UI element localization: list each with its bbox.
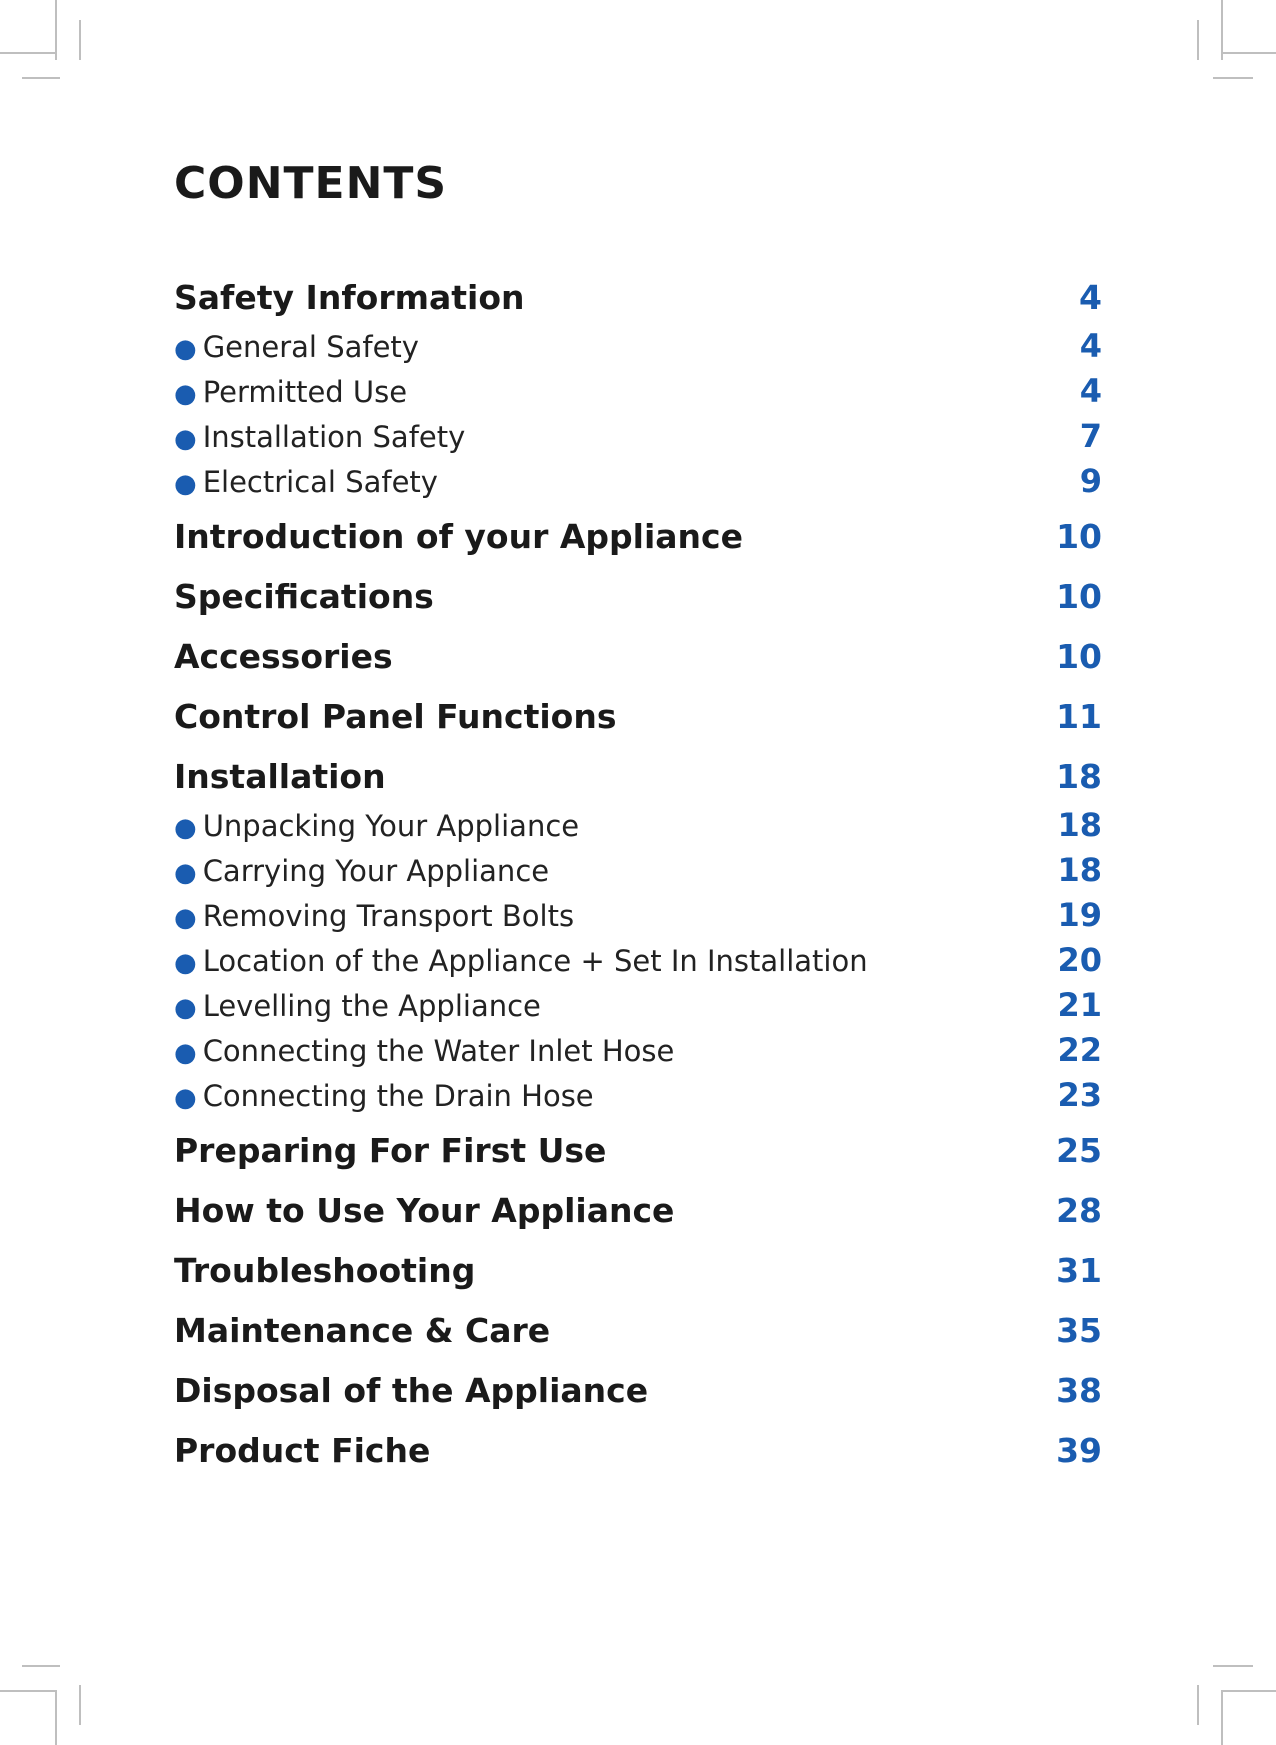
toc-subentry[interactable]	[174, 1031, 1102, 1069]
crop-mark	[1221, 0, 1223, 60]
toc-page-number: 18	[1057, 851, 1102, 889]
toc-label: How to Use Your Appliance	[174, 1191, 675, 1230]
bullet-icon: ●	[174, 858, 197, 888]
toc-label: Connecting the Drain Hose	[202, 1079, 594, 1113]
crop-mark	[0, 52, 55, 54]
toc-subentry[interactable]	[174, 941, 1102, 979]
toc-entry[interactable]	[174, 1431, 1102, 1470]
bullet-icon: ●	[174, 469, 197, 499]
toc-subentry[interactable]	[174, 851, 1102, 889]
toc-page-number: 4	[1079, 372, 1102, 410]
bullet-icon: ●	[174, 379, 197, 409]
toc-entry[interactable]	[174, 1191, 1102, 1230]
toc-label: Safety Information	[174, 278, 525, 317]
crop-mark	[55, 1690, 57, 1745]
toc-subentry[interactable]	[174, 1076, 1102, 1114]
bullet-icon: ●	[174, 424, 197, 454]
toc-page-number: 10	[1056, 517, 1102, 556]
bullet-icon: ●	[174, 993, 197, 1023]
toc-page-number: 18	[1057, 806, 1102, 844]
toc-entry[interactable]	[174, 1371, 1102, 1410]
toc-page-number: 9	[1079, 462, 1102, 500]
bullet-icon: ●	[174, 948, 197, 978]
toc-entry[interactable]	[174, 577, 1102, 616]
toc-subentry[interactable]	[174, 986, 1102, 1024]
crop-mark	[1221, 1690, 1276, 1692]
crop-mark	[1221, 1690, 1223, 1745]
toc-label: Disposal of the Appliance	[174, 1371, 649, 1410]
toc-label: Troubleshooting	[174, 1251, 476, 1290]
bullet-icon: ●	[174, 1038, 197, 1068]
toc-label: Removing Transport Bolts	[202, 899, 575, 933]
crop-mark	[55, 0, 57, 60]
toc-label: Location of the Appliance + Set In Installation	[202, 944, 868, 978]
toc-entry[interactable]	[174, 1251, 1102, 1290]
toc-entry[interactable]	[174, 517, 1102, 556]
toc-page-number: 25	[1056, 1131, 1102, 1170]
toc-entry[interactable]	[174, 757, 1102, 796]
toc-page-number: 10	[1056, 637, 1102, 676]
toc-page-number: 11	[1056, 697, 1102, 736]
toc-label: Accessories	[174, 637, 393, 676]
toc-page-number: 20	[1057, 941, 1102, 979]
toc-page-number: 39	[1056, 1431, 1102, 1470]
toc-page-number: 7	[1079, 417, 1102, 455]
toc-label: Unpacking Your Appliance	[202, 809, 580, 843]
toc-page-number: 18	[1056, 757, 1102, 796]
crop-mark	[1213, 77, 1253, 79]
toc-page-number: 23	[1057, 1076, 1102, 1114]
bullet-icon: ●	[174, 334, 197, 364]
toc-page-number: 31	[1056, 1251, 1102, 1290]
crop-mark	[1197, 20, 1199, 60]
toc-page-number: 4	[1079, 327, 1102, 365]
toc-subentry[interactable]	[174, 462, 1102, 500]
toc-entry[interactable]	[174, 697, 1102, 736]
crop-mark	[1213, 1665, 1253, 1667]
toc-label: Maintenance & Care	[174, 1311, 551, 1350]
crop-mark	[22, 77, 60, 79]
toc-page-number: 4	[1079, 278, 1102, 317]
toc-label: Installation Safety	[202, 420, 466, 454]
toc-label: Installation	[174, 757, 386, 796]
toc-label: Permitted Use	[202, 375, 408, 409]
bullet-icon: ●	[174, 903, 197, 933]
toc-subentry[interactable]	[174, 417, 1102, 455]
toc-label: Introduction of your Appliance	[174, 517, 743, 556]
bullet-icon: ●	[174, 1083, 197, 1113]
page-title: CONTENTS	[174, 158, 448, 209]
toc-label: Preparing For First Use	[174, 1131, 607, 1170]
crop-mark	[0, 1690, 55, 1692]
toc-label: Specifications	[174, 577, 434, 616]
toc-label: Levelling the Appliance	[202, 989, 541, 1023]
toc-label: Control Panel Functions	[174, 697, 617, 736]
toc-subentry[interactable]	[174, 806, 1102, 844]
crop-mark	[79, 1685, 81, 1725]
toc-label: General Safety	[202, 330, 419, 364]
toc-page-number: 38	[1056, 1371, 1102, 1410]
toc-page-number: 19	[1057, 896, 1102, 934]
toc-label: Carrying Your Appliance	[202, 854, 550, 888]
toc-label: Electrical Safety	[202, 465, 438, 499]
toc-label: Connecting the Water Inlet Hose	[202, 1034, 675, 1068]
crop-mark	[1197, 1685, 1199, 1725]
toc-subentry[interactable]	[174, 327, 1102, 365]
toc-subentry[interactable]	[174, 896, 1102, 934]
toc-entry[interactable]	[174, 1311, 1102, 1350]
toc-page-number: 21	[1057, 986, 1102, 1024]
toc-page-number: 22	[1057, 1031, 1102, 1069]
bullet-icon: ●	[174, 813, 197, 843]
toc-entry[interactable]	[174, 1131, 1102, 1170]
crop-mark	[79, 20, 81, 60]
toc-entry[interactable]	[174, 278, 1102, 317]
toc-subentry[interactable]	[174, 372, 1102, 410]
toc-page-number: 10	[1056, 577, 1102, 616]
crop-mark	[1221, 52, 1276, 54]
toc-entry[interactable]	[174, 637, 1102, 676]
crop-mark	[22, 1665, 60, 1667]
toc-page-number: 28	[1056, 1191, 1102, 1230]
toc-label: Product Fiche	[174, 1431, 431, 1470]
toc-page-number: 35	[1056, 1311, 1102, 1350]
